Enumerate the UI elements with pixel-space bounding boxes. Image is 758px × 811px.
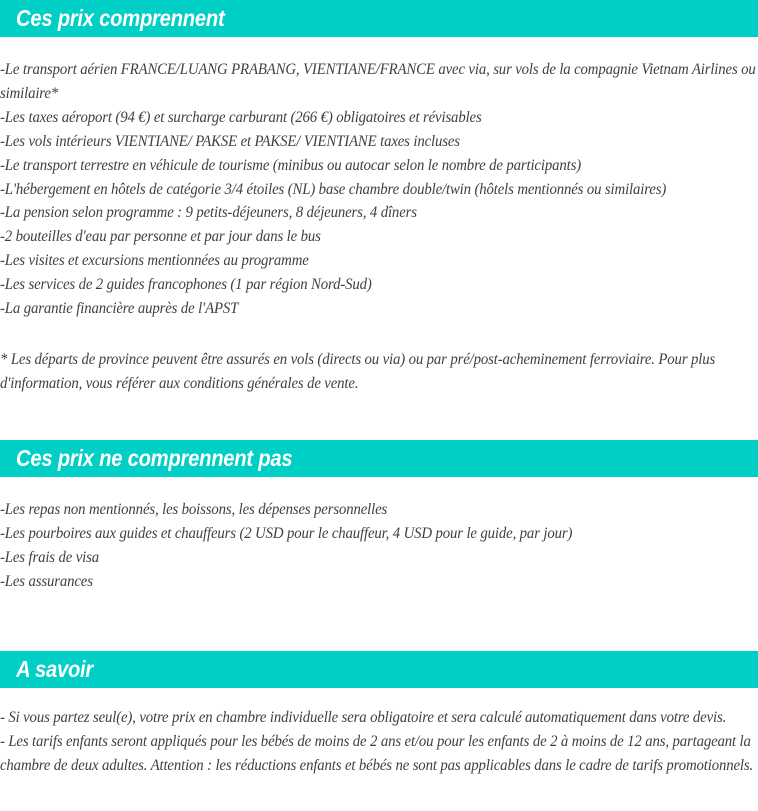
list-item: -2 bouteilles d'eau par personne et par jour dans le bus (0, 228, 321, 246)
list-item: - Si vous partez seul(e), votre prix en chambre individuelle sera obligatoire et sera calculé automatiquement dans votre devis. (0, 709, 727, 727)
list-item: -Les vols intérieurs VIENTIANE/ PAKSE et PAKSE/ VIENTIANE taxes incluses (0, 132, 460, 150)
list-item: -Les visites et excursions mentionnées au programme (0, 252, 309, 270)
spacer (0, 396, 758, 440)
list-item: -Le transport terrestre en véhicule de tourisme (minibus ou autocar selon le nombre de participants) (0, 156, 581, 174)
section-body-good-to-know (0, 706, 758, 778)
list-item: -Les assurances (0, 572, 93, 590)
list-item: -L'hébergement en hôtels de catégorie 3/4 étoiles (NL) base chambre double/twin (hôtels mentionnés ou similaires) (0, 180, 667, 198)
spacer (0, 37, 758, 58)
section-title-not-included: Ces prix ne comprennent pas (16, 444, 293, 471)
section-header-not-included (0, 440, 758, 477)
list-item: -Les repas non mentionnés, les boissons, les dépenses personnelles (0, 500, 388, 518)
list-item: -Les services de 2 guides francophones (1 par région Nord-Sud) (0, 276, 372, 294)
section-title-included: Ces prix comprennent (16, 5, 225, 31)
spacer (0, 321, 756, 348)
section-title-good-to-know: A savoir (16, 656, 94, 683)
section-body-not-included (0, 498, 758, 594)
list-item: -La pension selon programme : 9 petits-déjeuners, 8 déjeuners, 4 dîners (0, 204, 417, 222)
footnote-included: * Les départs de province peuvent être assurés en vols (directs ou via) ou par pré/post-acheminement ferroviaire. Pour plus d'information, vous référer aux conditions générales de vente. (0, 350, 716, 392)
spacer (0, 688, 758, 706)
list-item: -Les taxes aéroport (94 €) et surcharge carburant (266 €) obligatoires et révisables (0, 108, 482, 126)
list-item: -Le transport aérien FRANCE/LUANG PRABANG, VIENTIANE/FRANCE avec via, sur vols de la compagnie Vietnam Airlines ou similaire* (0, 61, 756, 102)
spacer (0, 593, 758, 651)
section-header-included (0, 0, 758, 37)
section-header-good-to-know (0, 651, 758, 688)
list-item: -Les pourboires aux guides et chauffeurs (2 USD pour le chauffeur, 4 USD pour le guide, par jour) (0, 524, 573, 542)
list-item: -Les frais de visa (0, 548, 99, 566)
list-item: -La garantie financière auprès de l'APST (0, 300, 239, 318)
list-item: - Les tarifs enfants seront appliqués pour les bébés de moins de 2 ans et/ou pour les enfants de 2 à moins de 12 ans, partageant la chambre de deux adultes. Attention : les réductions enfants et bébés ne sont pas applicables dans le cadre de tarifs promotionnels. (0, 733, 754, 775)
section-body-included (0, 58, 758, 396)
spacer (0, 477, 758, 498)
